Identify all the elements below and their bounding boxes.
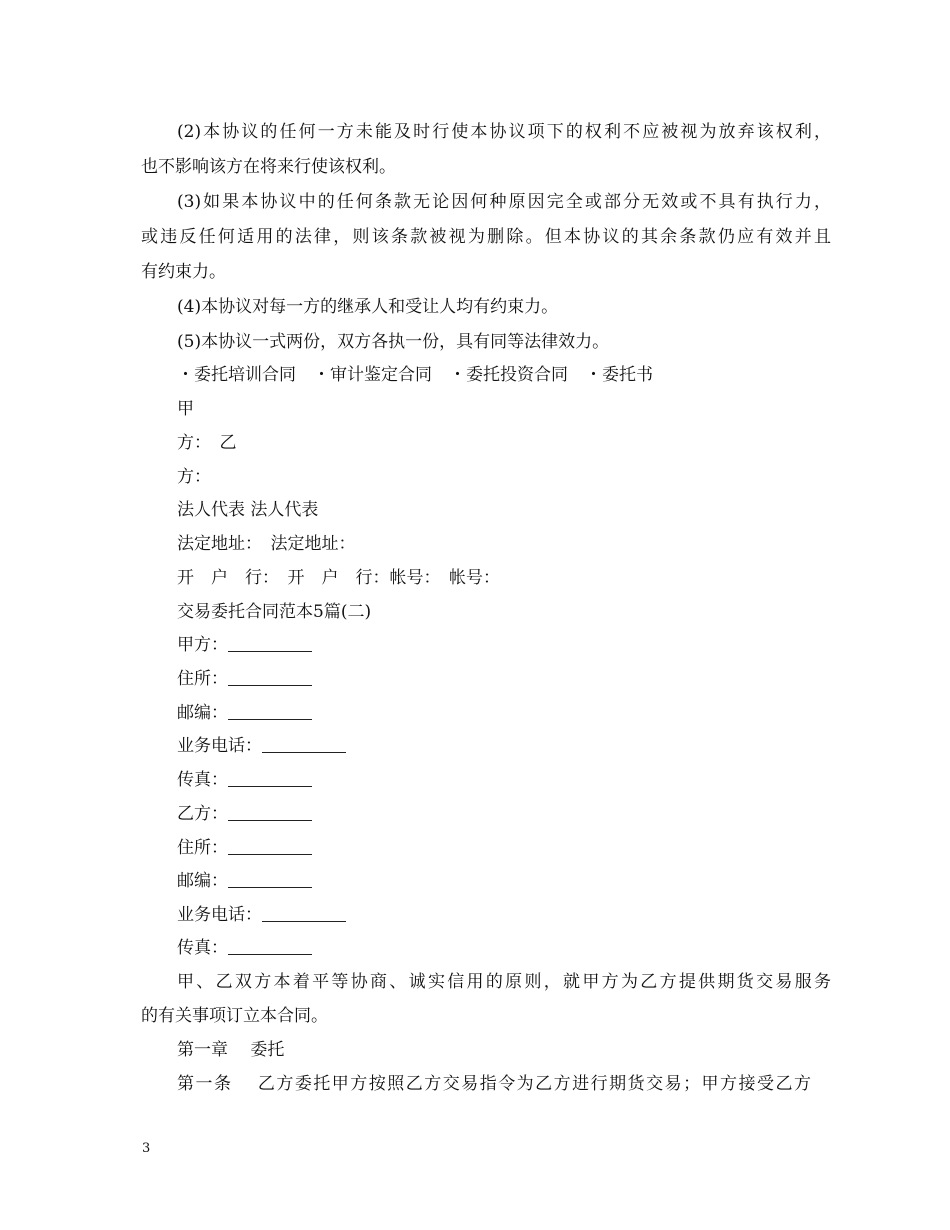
party-b-name-label: 乙方： (177, 804, 228, 824)
signature-bank: 开 户 行： 开 户 行：帐号： 帐号： (177, 568, 500, 588)
party-b-phone-field (177, 903, 346, 927)
party-b-address-field (177, 836, 312, 860)
clause-2-line-1: (2)本协议的任何一方未能及时行使本协议项下的权利不应被视为放弃该权利， (177, 122, 831, 142)
signature-jia: 甲 (177, 399, 194, 419)
clause-3-line-3: 有约束力。 (141, 262, 226, 282)
party-b-address-blank (228, 838, 312, 855)
party-b-postcode-blank (228, 871, 312, 888)
clause-4: (4)本协议对每一方的继承人和受让人均有约束力。 (177, 297, 559, 317)
party-a-name-label: 甲方： (177, 635, 228, 655)
party-b-phone-blank (262, 905, 346, 922)
article-1-line-1: 第一条 乙方委托甲方按照乙方交易指令为乙方进行期货交易；甲方接受乙方 (177, 1074, 811, 1094)
clause-3-line-2: 或违反任何适用的法律，则该条款被视为删除。但本协议的其余条款仍应有效并且 (141, 227, 831, 247)
signature-legal-reps: 法人代表 法人代表 (177, 500, 319, 520)
party-a-postcode-blank (228, 703, 312, 720)
party-a-fax-label: 传真： (177, 770, 228, 790)
signature-legal-address: 法定地址： 法定地址： (177, 534, 356, 554)
party-a-name-field (177, 633, 312, 657)
party-a-postcode-label: 邮编： (177, 703, 228, 723)
party-a-address-field (177, 667, 312, 691)
party-b-address-label: 住所： (177, 838, 228, 858)
section-title: 交易委托合同范本5篇(二) (177, 602, 372, 622)
party-a-phone-blank (262, 736, 346, 753)
related-links[interactable]: ・委托培训合同 ・审计鉴定合同 ・委托投资合同 ・委托书 (177, 365, 653, 385)
party-a-fax-field (177, 768, 312, 792)
intro-line-1: 甲、乙双方本着平等协商、诚实信用的原则，就甲方为乙方提供期货交易服务 (177, 972, 831, 992)
party-a-fax-blank (228, 770, 312, 787)
party-a-phone-field (177, 734, 346, 758)
signature-fang: 方： (177, 467, 211, 487)
party-b-fax-label: 传真： (177, 938, 228, 958)
party-a-name-blank (228, 635, 312, 652)
chapter-heading: 第一章 委托 (177, 1040, 285, 1060)
party-a-address-blank (228, 669, 312, 686)
page-number: 3 (142, 1141, 151, 1156)
signature-fang-yi: 方： 乙 (177, 433, 237, 453)
party-b-postcode-label: 邮编： (177, 871, 228, 891)
party-b-name-blank (228, 804, 312, 821)
party-a-phone-label: 业务电话： (177, 736, 262, 756)
party-b-phone-label: 业务电话： (177, 905, 262, 925)
party-b-fax-blank (228, 938, 312, 955)
party-b-fax-field (177, 936, 312, 960)
clause-3-line-1: (3)如果本协议中的任何条款无论因何种原因完全或部分无效或不具有执行力， (177, 192, 831, 212)
intro-line-2: 的有关事项订立本合同。 (141, 1006, 328, 1026)
party-a-address-label: 住所： (177, 669, 228, 689)
party-a-postcode-field (177, 701, 312, 725)
party-b-postcode-field (177, 869, 312, 893)
clause-2-line-2: 也不影响该方在将来行使该权利。 (141, 157, 396, 177)
party-b-name-field (177, 802, 312, 826)
clause-5: (5)本协议一式两份，双方各执一份，具有同等法律效力。 (177, 332, 610, 352)
